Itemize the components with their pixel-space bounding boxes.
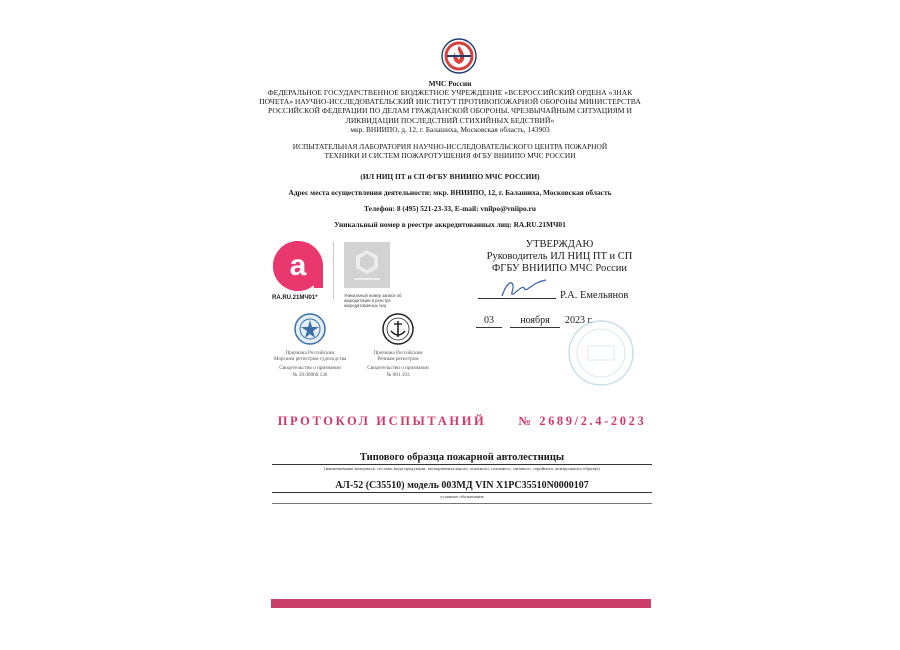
footer-bar: [271, 599, 651, 608]
accreditation-number: RA.RU.21МЧ01*: [272, 295, 318, 301]
lab-short: (ИЛ НИЦ ПТ и СП ФГБУ ВНИИПО МЧС РОССИИ): [360, 172, 540, 181]
signature: [494, 274, 554, 304]
org-short: МЧС России: [428, 79, 472, 88]
emercom-logo: [441, 38, 477, 74]
subject-name: Типового образца пожарной автолестницы: [359, 452, 565, 463]
official-stamp: [566, 318, 636, 388]
org-full: ФЕДЕРАЛЬНОЕ ГОСУДАРСТВЕННОЕ БЮДЖЕТНОЕ УЧРЕЖДЕНИЕ «ВСЕРОССИЙСКИЙ ОРДЕНА «ЗНАК ПОЧЕТА» НАУЧНО-ИССЛЕДОВАТЕЛЬСКИЙ ИНСТИТУТ ПРОТИВОПОЖАРНОЙ ОБОРОНЫ МИНИСТЕРСТВА РОССИЙСКОЙ ФЕДЕРАЦИИ ПО ДЕЛАМ ГРАЖДАНСКОЙ ОБОРОНЫ, ЧРЕЗВЫЧАЙНЫМ СИТУАЦИЯМ И ЛИКВИДАЦИИ ПОСЛЕДСТВИЙ СТИХИЙНЫХ БЕДСТВИЙ»: [259, 88, 641, 125]
approver-name: Р.А. Емельянов: [560, 290, 629, 301]
model-underline: [272, 492, 652, 493]
contacts: Телефон: 8 (495) 521-23-33, E-mail: vnilpo@vniipo.ru: [364, 204, 536, 213]
river-register-seal-icon: [382, 313, 414, 345]
section-divider: [272, 503, 652, 504]
protocol-heading: ПРОТОКОЛ ИСПЫТАНИЙ № 2689/2.4-2023: [277, 414, 647, 428]
approval-org: ФГБУ ВНИИПО МЧС России: [491, 263, 628, 274]
maritime-register-seal-icon: [294, 313, 326, 345]
accreditation-logo: [270, 238, 326, 294]
certificate-maritime: Признана Российским Морским регистром судоходства Свидетельство о признании № 20.00868.130: [273, 350, 347, 378]
subject-underline: [272, 464, 652, 465]
subject-hint: (наименование материала, состава, вида продукции, экспериментального, опытного, головного, типового, серийного, контрольного образца): [324, 466, 600, 471]
registry-qr-icon: [344, 242, 390, 288]
approval-position: Руководитель ИЛ НИЦ ПТ и СП: [486, 251, 633, 262]
month-underline: [510, 327, 560, 328]
approval-month: ноября: [520, 315, 550, 326]
lab-title: ИСПЫТАТЕЛЬНАЯ ЛАБОРАТОРИЯ НАУЧНО-ИССЛЕДОВАТЕЛЬСКОГО ЦЕНТРА ПОЖАРНОЙ ТЕХНИКИ И СИСТЕМ ПОЖАРОТУШЕНИЯ ФГБУ ВНИИПО МЧС РОССИИ: [292, 142, 608, 161]
subject-model: АЛ-52 (С35510) модель 003МД VIN X1PC35510N0000107: [335, 480, 589, 491]
day-underline: [476, 327, 502, 328]
registry-number: Уникальный номер в реестре аккредитованных лиц: RA.RU.21МЧ01: [334, 220, 566, 229]
model-hint: условное обозначение: [440, 494, 484, 499]
qr-caption: Уникальный номер записи об аккредитации в реестре аккредитованных лиц: [344, 293, 402, 308]
accreditation-logo-letter: a: [289, 249, 307, 282]
certificate-river: Признана Российским Речным регистром Свидетельство о признании № 001.103: [367, 350, 429, 378]
approval-title: УТВЕРЖДАЮ: [525, 239, 594, 250]
approval-year: 2023 г.: [565, 315, 593, 326]
divider: [333, 242, 334, 300]
activity-address: Адрес места осуществления деятельности: мкр. ВНИИПО, 12, г. Балашиха, Московская область: [288, 188, 612, 197]
approval-day: 03: [484, 315, 494, 326]
org-address: мкр. ВНИИПО, д. 12, г. Балашиха, Московская область, 143903: [350, 125, 550, 134]
